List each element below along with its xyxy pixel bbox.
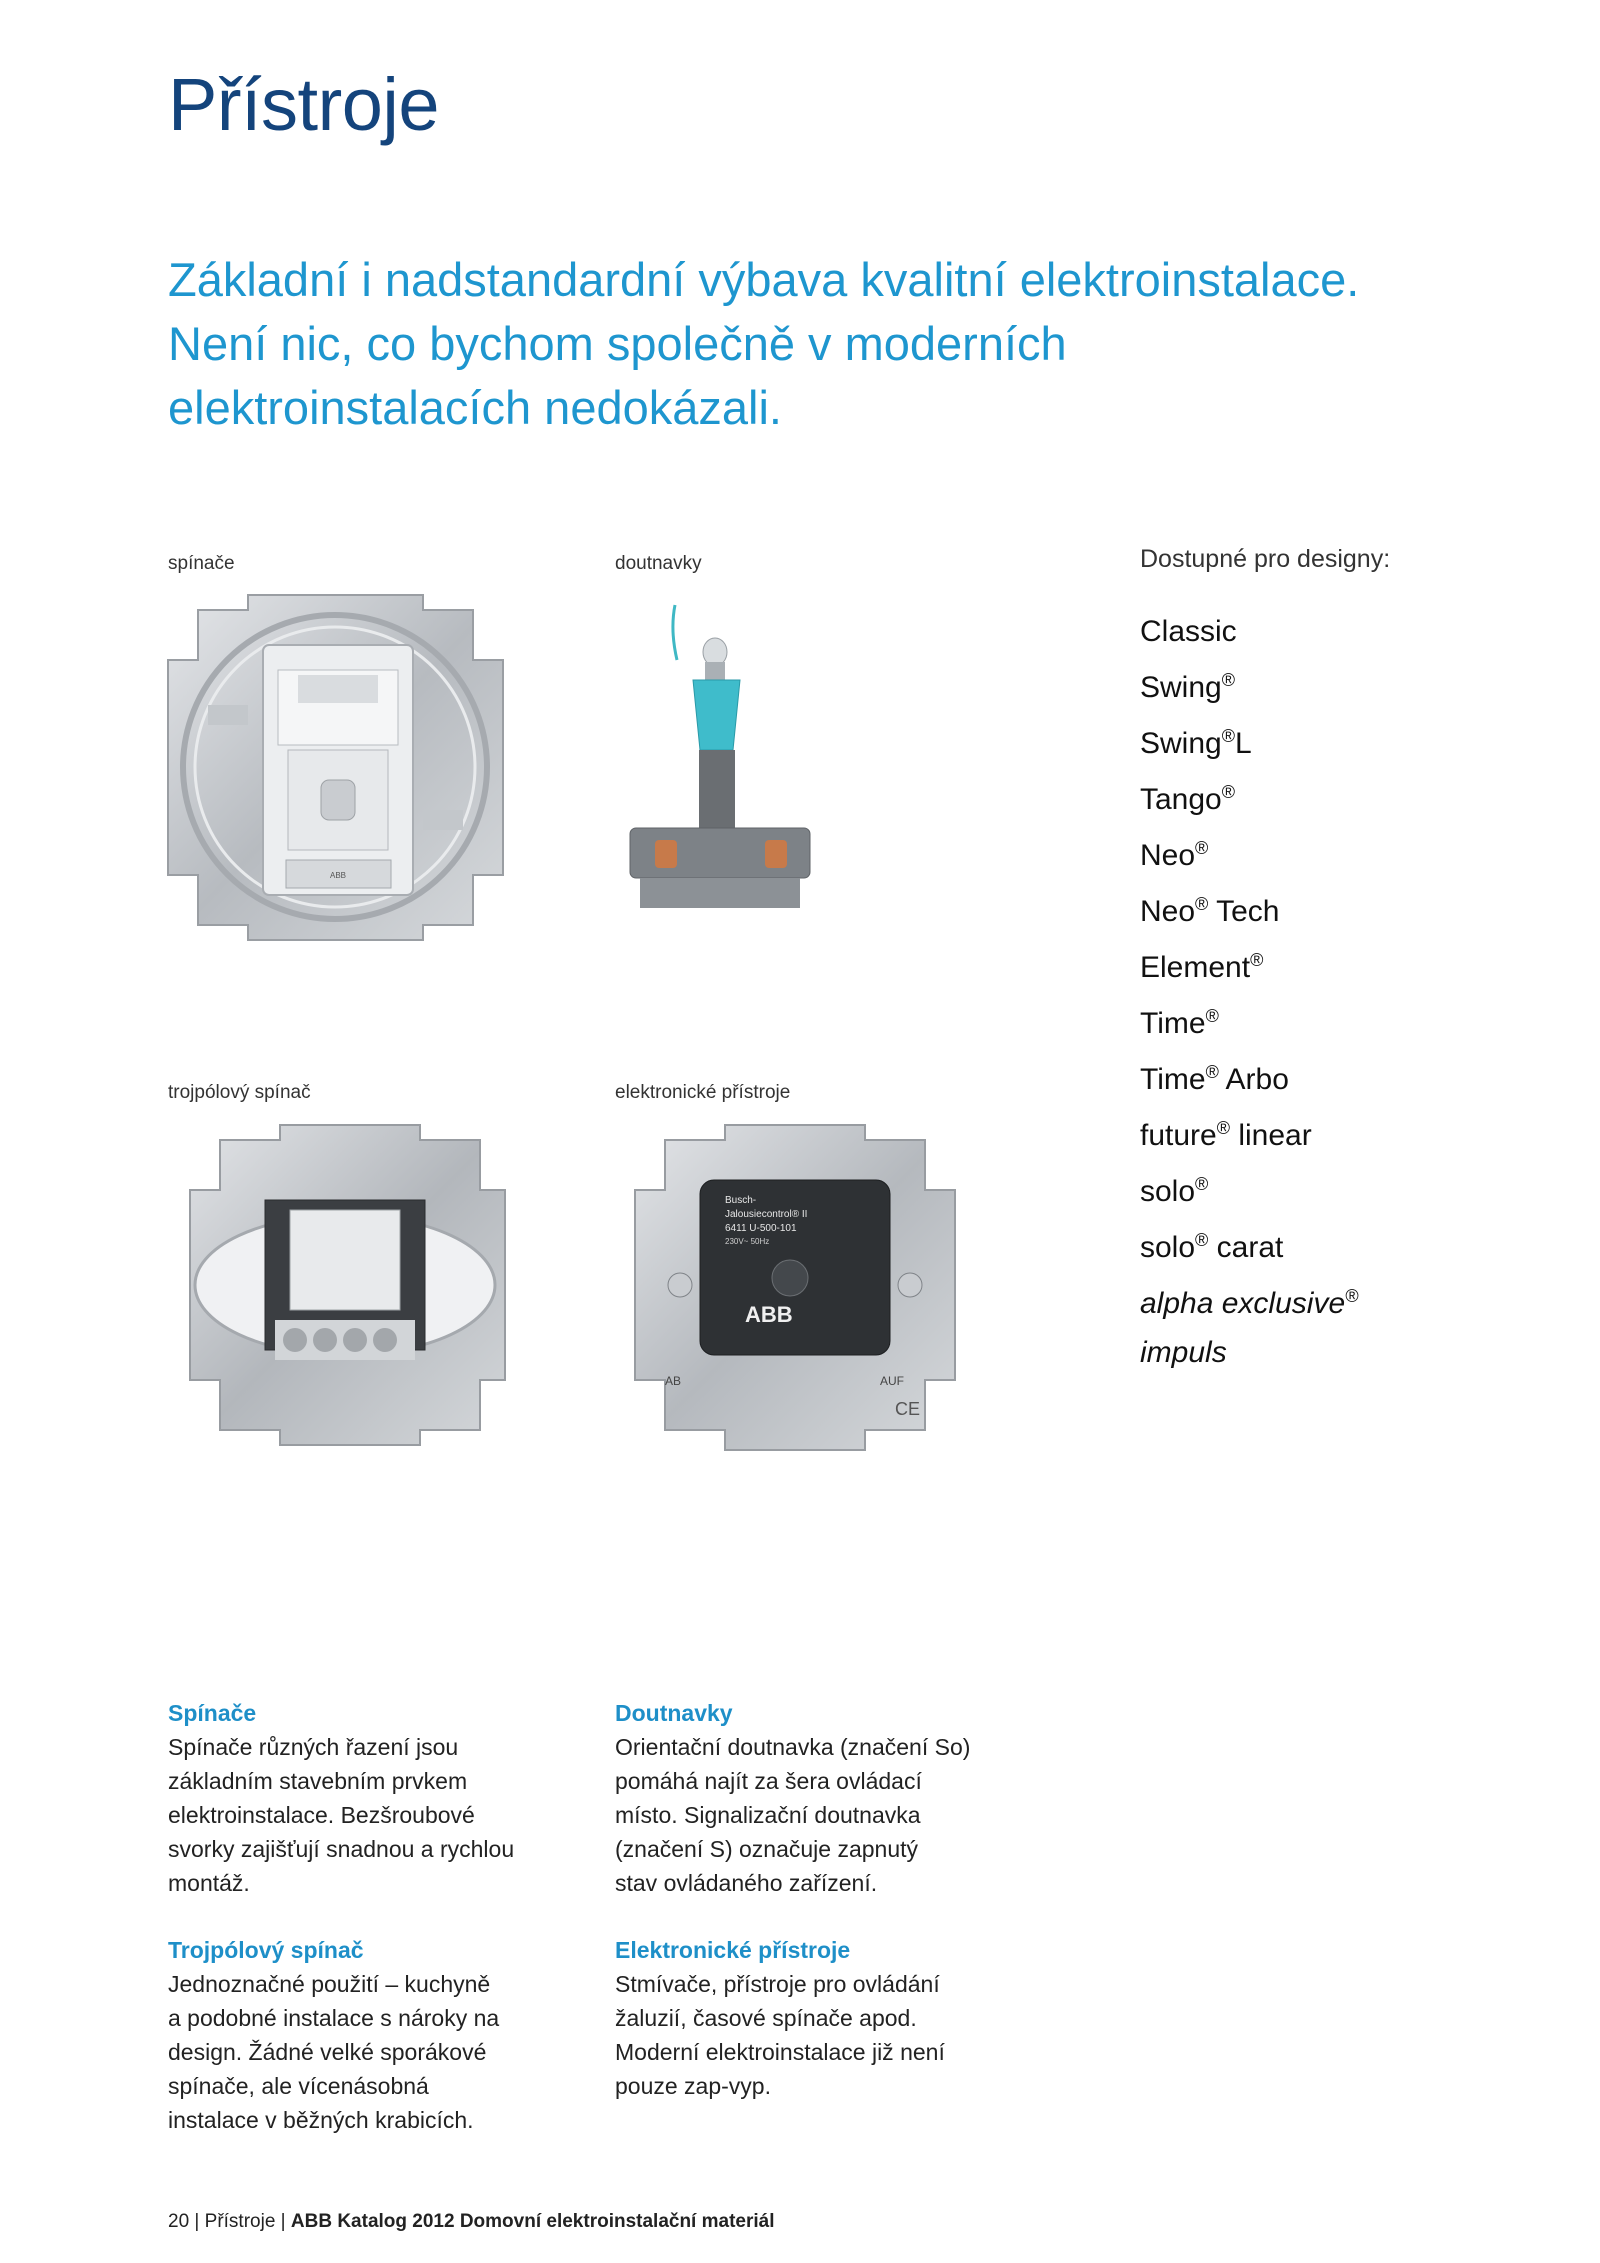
desc-line: základním stavebním prvkem	[168, 1768, 468, 1794]
dimmer-label-2: Jalousiecontrol® II	[725, 1209, 808, 1220]
caption-electronic: elektronické přístroje	[615, 1082, 791, 1103]
desc-line: Stmívače, přístroje pro ovládání	[615, 1971, 940, 1997]
desc-title: Doutnavky	[615, 1700, 733, 1726]
desc-line: místo. Signalizační doutnavka	[615, 1802, 921, 1828]
designs-list	[1140, 607, 1358, 1377]
desc-line: svorky zajišťují snadnou a rychlou	[168, 1836, 515, 1862]
desc-line: Moderní elektroinstalace již není	[615, 2039, 945, 2065]
desc-line: Orientační doutnavka (značení So)	[615, 1734, 971, 1760]
design-item: Neo®	[1140, 838, 1209, 872]
desc-line: elektroinstalace. Bezšroubové	[168, 1802, 475, 1828]
desc-threepole	[168, 1933, 568, 2137]
desc-line: Jednoznačné použití – kuchyně	[168, 1971, 491, 1997]
desc-glowlamps	[615, 1696, 1015, 1900]
page-title: Přístroje	[168, 63, 440, 146]
page-footer: 20 | Přístroje | ABB Katalog 2012 Domovní elektroinstalační materiál	[168, 2211, 775, 2232]
desc-line: Spínače různých řazení jsou	[168, 1734, 459, 1760]
design-item: Time® Arbo	[1140, 1062, 1289, 1096]
design-item: solo® carat	[1140, 1230, 1284, 1264]
design-item: Swing®L	[1140, 726, 1252, 760]
intro-line: Základní i nadstandardní výbava kvalitní elektroinstalace.	[168, 253, 1360, 306]
switch-brand: ABB	[329, 871, 347, 880]
caption-switches: spínače	[168, 553, 235, 574]
intro-line: elektroinstalacích nedokázali.	[168, 381, 782, 434]
desc-title: Trojpólový spínač	[168, 1937, 364, 1963]
desc-title: Elektronické přístroje	[615, 1937, 851, 1963]
desc-electronic	[615, 1933, 1015, 2103]
design-item: future® linear	[1140, 1118, 1312, 1152]
designs-heading: Dostupné pro designy:	[1140, 545, 1391, 573]
page-number: 20	[168, 2211, 190, 2232]
desc-line: (značení S) označuje zapnutý	[615, 1836, 919, 1862]
footer-section: Přístroje	[204, 2211, 276, 2232]
design-item: solo®	[1140, 1174, 1209, 1208]
design-item: Neo® Tech	[1140, 894, 1280, 928]
desc-title: Spínače	[168, 1700, 257, 1726]
threepole-switch-image	[180, 1120, 515, 1450]
switch-mechanism-image	[158, 585, 513, 950]
dimmer-brand: ABB	[745, 1302, 793, 1327]
caption-glowlamps: doutnavky	[615, 553, 702, 574]
glowlamp-image	[615, 600, 835, 945]
design-item: impuls	[1140, 1336, 1227, 1369]
desc-line: spínače, ale vícenásobná	[168, 2073, 429, 2099]
ce-mark: CE	[895, 1399, 921, 1419]
design-item: Element®	[1140, 950, 1264, 984]
desc-line: pouze zap-vyp.	[615, 2073, 771, 2099]
caption-threepole: trojpólový spínač	[168, 1082, 311, 1103]
desc-line: design. Žádné velké sporákové	[168, 2039, 487, 2065]
dimmer-label-4: 230V~ 50Hz	[725, 1237, 770, 1246]
desc-line: montáž.	[168, 1870, 250, 1896]
dimmer-auf-label: AUF	[880, 1374, 904, 1388]
desc-line: instalace v běžných krabicích.	[168, 2107, 474, 2133]
design-item: Time®	[1140, 1006, 1219, 1040]
intro-text	[168, 248, 1468, 440]
intro-line: Není nic, co bychom společně v moderních	[168, 317, 1067, 370]
desc-line: stav ovládaného zařízení.	[615, 1870, 878, 1896]
desc-line: žaluzií, časové spínače apod.	[615, 2005, 917, 2031]
design-item: alpha exclusive®	[1140, 1286, 1359, 1320]
electronic-device-image	[625, 1120, 965, 1460]
desc-switches	[168, 1696, 568, 1900]
dimmer-ab-label: AB	[665, 1374, 682, 1388]
design-item: Classic	[1140, 615, 1237, 648]
dimmer-label-3: 6411 U-500-101	[725, 1223, 797, 1234]
footer-catalog: ABB Katalog 2012 Domovní elektroinstalační materiál	[290, 2211, 775, 2232]
dimmer-label-1: Busch-	[725, 1195, 757, 1206]
desc-line: pomáhá najít za šera ovládací	[615, 1768, 922, 1794]
design-item: Tango®	[1140, 782, 1236, 816]
design-item: Swing®	[1140, 670, 1235, 704]
desc-line: a podobné instalace s nároky na	[168, 2005, 500, 2031]
